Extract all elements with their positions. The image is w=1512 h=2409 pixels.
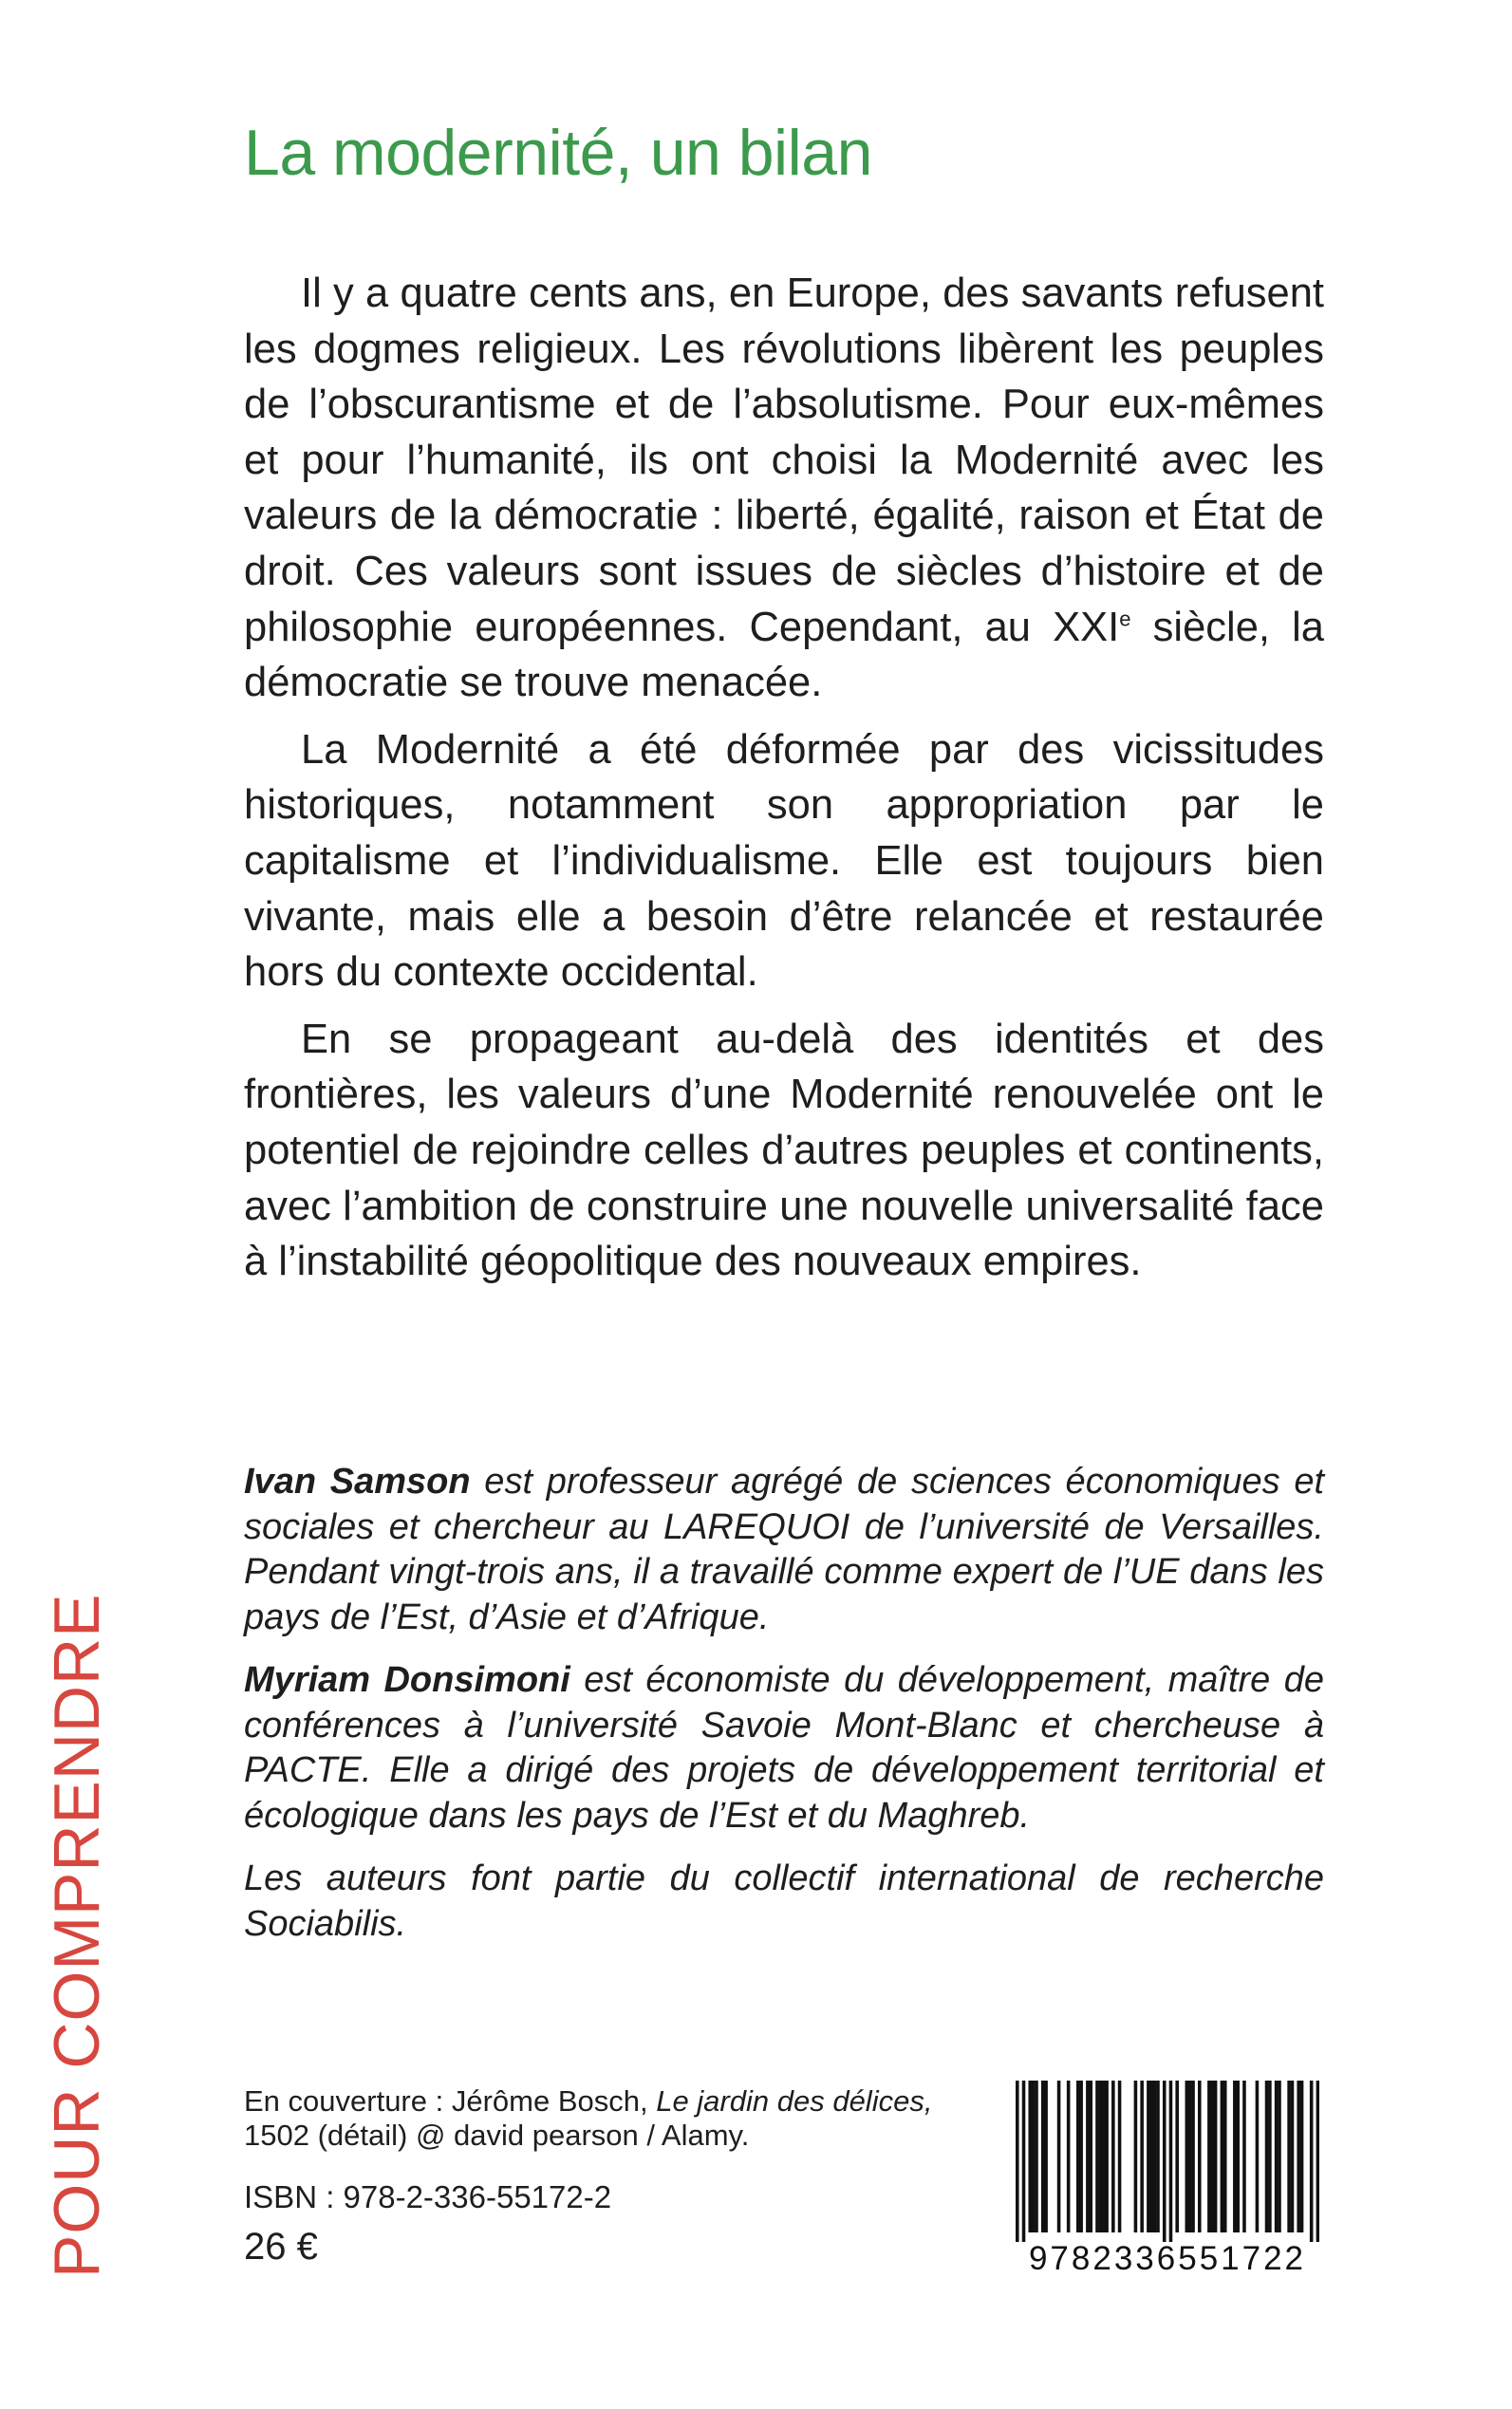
cover-credit: En couverture : Jérôme Bosch, Le jardin des délices, 1502 (détail) @ david pearson / Alamy. <box>244 2084 933 2152</box>
barcode-bar <box>1105 2081 1109 2232</box>
collective-note: Les auteurs font partie du collectif international de recherche Sociabilis. <box>244 1858 1324 1944</box>
barcode-bar <box>1233 2081 1237 2232</box>
barcode-bar <box>1134 2081 1138 2232</box>
barcode-bar <box>1291 2081 1295 2232</box>
barcode-bar <box>1163 2081 1167 2242</box>
barcode-bar <box>1111 2081 1115 2232</box>
barcode-bar <box>1287 2081 1291 2232</box>
barcode-bar <box>1278 2081 1281 2232</box>
barcode-bar <box>1297 2081 1300 2232</box>
barcode-bar <box>1310 2081 1314 2242</box>
barcode-bar <box>1041 2081 1045 2232</box>
barcode-bar <box>1067 2081 1071 2232</box>
barcode-bar <box>1095 2081 1099 2232</box>
barcode-bar <box>1210 2081 1214 2232</box>
author-bios <box>244 1460 1324 1965</box>
barcode-bar <box>1242 2081 1246 2232</box>
barcode-bar <box>1300 2081 1304 2232</box>
barcode-bars-icon <box>1016 2081 1319 2242</box>
barcode <box>1016 2081 1319 2284</box>
barcode-bar <box>1188 2081 1192 2232</box>
barcode-bar <box>1265 2081 1269 2232</box>
barcode-bar <box>1175 2081 1179 2232</box>
price: 26 € <box>244 2226 318 2268</box>
author-bio-1: Ivan Samson est professeur agrégé de sciences économiques et sociales et chercheur au LAREQUOI de l’université de Versailles. Pendant vingt-trois ans, il a travaillé comme expert de l’UE dans les pays de l’Est, d’Asie et d’Afrique. <box>244 1462 1325 1637</box>
barcode-bar <box>1268 2081 1272 2232</box>
isbn: ISBN : 978-2-336-55172-2 <box>244 2179 612 2214</box>
barcode-bar <box>1185 2081 1189 2232</box>
page-title: La modernité, un bilan <box>244 117 872 189</box>
barcode-bar <box>1032 2081 1036 2232</box>
barcode-number: 9782336551722 <box>1028 2240 1307 2277</box>
barcode-bar <box>1022 2081 1026 2242</box>
barcode-bar <box>1149 2081 1153 2232</box>
summary-text <box>244 266 1324 1301</box>
barcode-bar <box>1198 2081 1202 2232</box>
barcode-bar <box>1076 2081 1080 2232</box>
summary-paragraph-3: En se propageant au-delà des identités et des frontières, les valeurs d’une Modernité renouvelée ont le potentiel de rejoindre celles d’autres peuples et continents, avec l’ambition de construire une nouvelle universalité face à l’instabilité géopolitique des nouveaux empires. <box>244 1016 1324 1285</box>
barcode-bar <box>1118 2081 1122 2232</box>
author-name-2: Myriam Donsimoni <box>244 1660 570 1700</box>
barcode-bar <box>1221 2081 1224 2232</box>
barcode-bar <box>1086 2081 1090 2232</box>
barcode-bar <box>1207 2081 1211 2232</box>
barcode-bar <box>1236 2081 1240 2232</box>
barcode-bar <box>1147 2081 1150 2232</box>
barcode-bar <box>1316 2081 1319 2242</box>
barcode-bar <box>1035 2081 1038 2232</box>
barcode-bar <box>1099 2081 1103 2232</box>
barcode-bar <box>1169 2081 1173 2242</box>
barcode-bar <box>1256 2081 1260 2232</box>
barcode-bar <box>1044 2081 1048 2232</box>
barcode-bar <box>1275 2081 1279 2232</box>
barcode-bar <box>1153 2081 1157 2232</box>
barcode-bar <box>1102 2081 1106 2232</box>
barcode-bar <box>1057 2081 1061 2232</box>
author-bio-2: Myriam Donsimoni est économiste du développement, maître de conférences à l’université Savoie Mont-Blanc et chercheuse à PACTE. Elle a dirigé des projets de développement territorial et écologique dans les pays de l’Est et du Maghreb. <box>244 1660 1324 1836</box>
summary-paragraph-2: La Modernité a été déformée par des vicissitudes historiques, notamment son appropriation par le capitalisme et l’individualisme. Elle est toujours bien vivante, mais elle a besoin d’être relancée et restaurée hors du contexte occidental. <box>244 726 1324 996</box>
barcode-bar <box>1079 2081 1083 2232</box>
summary-paragraph-1: Il y a quatre cents ans, en Europe, des savants refusent les dogmes religieux. Les révolutions libèrent les peuples de l’obscurantisme et de l’absolutisme. Pour eux-mêmes et pour l’humanité, ils ont choisi la Modernité avec les valeurs de la démocratie : liberté, égalité, raison et État de droit. Ces valeurs sont issues de siècles d’histoire et de philosophie européennes. Cependant, au XXIe siècle, la démocratie se trouve menacée. <box>244 271 1324 706</box>
barcode-bar <box>1140 2081 1144 2232</box>
barcode-bar <box>1028 2081 1032 2232</box>
barcode-bar <box>1223 2081 1227 2232</box>
barcode-bar <box>1214 2081 1218 2232</box>
barcode-bar <box>1156 2081 1160 2232</box>
series-label: POUR COMPRENDRE <box>41 1593 113 2278</box>
barcode-bar <box>1016 2081 1019 2242</box>
barcode-bar <box>1089 2081 1092 2232</box>
author-name-1: Ivan Samson <box>244 1462 471 1502</box>
barcode-bar <box>1191 2081 1195 2232</box>
